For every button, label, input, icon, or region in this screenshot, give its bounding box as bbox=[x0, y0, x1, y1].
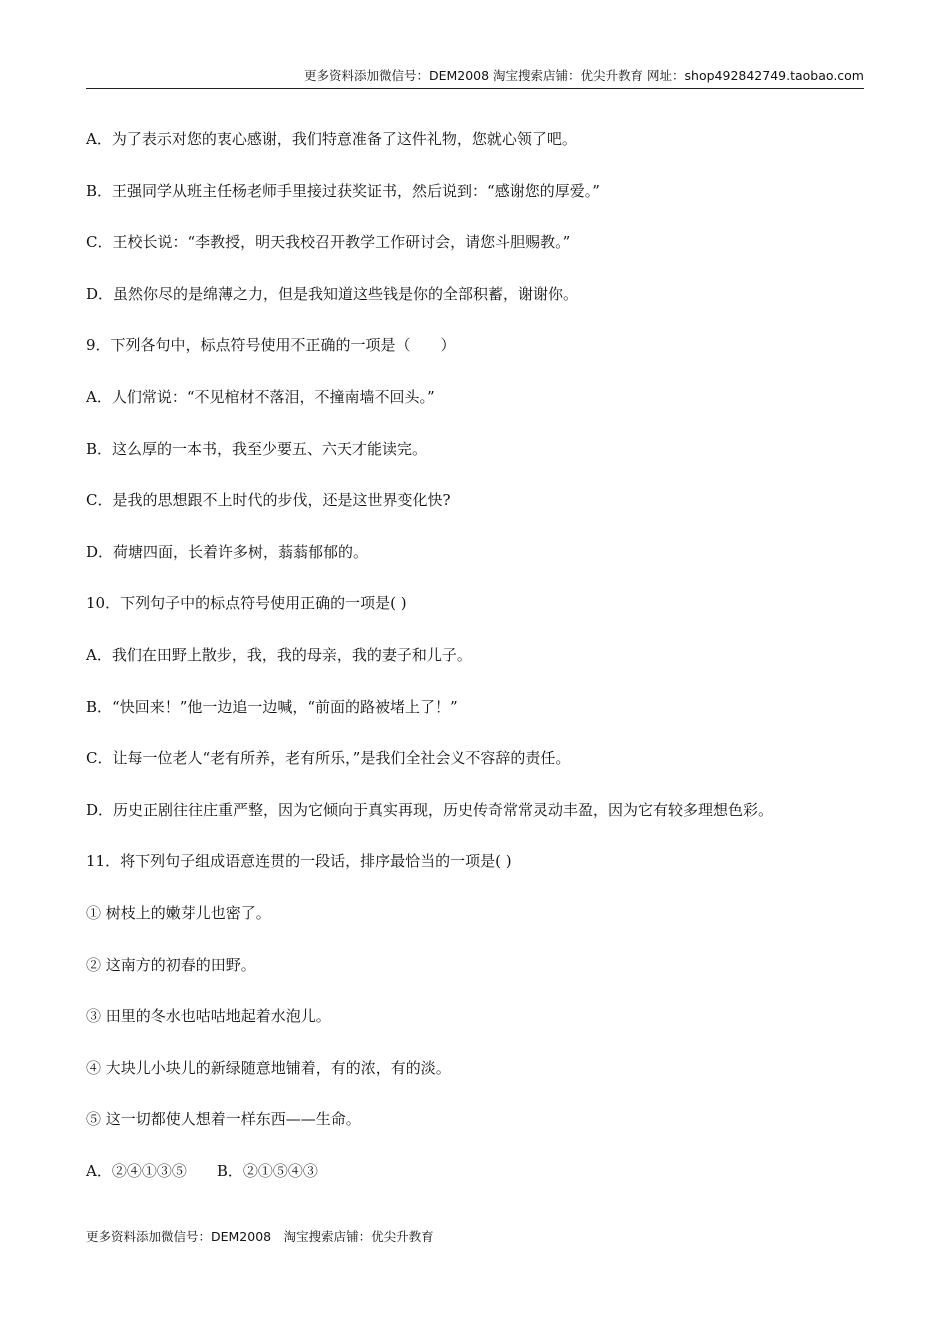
page-header: 更多资料添加微信号：DEM2008 淘宝搜索店铺：优尖升教育 网址：shop492842749.taobao.com bbox=[86, 66, 864, 89]
q10-option-c: C．让每一位老人“老有所养，老有所乐，”是我们全社会义不容辞的责任。 bbox=[86, 749, 571, 768]
q11-sentence-2: ② 这南方的初春的田野。 bbox=[86, 955, 256, 974]
q11-sentence-1: ① 树枝上的嫩芽儿也密了。 bbox=[86, 903, 271, 922]
q10-option-a: A．我们在田野上散步，我，我的母亲，我的妻子和儿子。 bbox=[86, 645, 472, 664]
q8-option-d: D．虽然你尽的是绵薄之力，但是我知道这些钱是你的全部积蓄，谢谢你。 bbox=[86, 284, 579, 303]
document-body bbox=[86, 127, 886, 1210]
q9-option-d: D．荷塘四面，长着许多树，蓊蓊郁郁的。 bbox=[86, 542, 369, 561]
q8-option-b: B．王强同学从班主任杨老师手里接过获奖证书，然后说到：“感谢您的厚爱。” bbox=[86, 181, 600, 200]
q11-options-ab: A．②④①③⑤ B．②①⑤④③ bbox=[86, 1161, 318, 1180]
q11-stem: 11．将下列句子组成语意连贯的一段话，排序最恰当的一项是( ) bbox=[86, 852, 512, 871]
q8-option-c: C．王校长说：“李教授，明天我校召开教学工作研讨会，请您斗胆赐教。” bbox=[86, 233, 571, 252]
q8-option-a: A．为了表示对您的衷心感谢，我们特意准备了这件礼物，您就心领了吧。 bbox=[86, 130, 577, 148]
q10-option-d: D．历史正剧往往庄重严整，因为它倾向于真实再现，历史传奇常常灵动丰盈，因为它有较多理想色彩。 bbox=[86, 800, 774, 819]
q9-option-b: B．这么厚的一本书，我至少要五、六天才能读完。 bbox=[86, 439, 428, 458]
page-footer: 更多资料添加微信号：DEM2008 淘宝搜索店铺：优尖升教育 bbox=[86, 1229, 434, 1244]
q9-option-a: A．人们常说：“不见棺材不落泪，不撞南墙不回头。” bbox=[86, 387, 435, 406]
q11-sentence-3: ③ 田里的冬水也咕咕地起着水泡儿。 bbox=[86, 1007, 331, 1026]
q11-sentence-4: ④ 大块儿小块儿的新绿随意地铺着，有的浓，有的淡。 bbox=[86, 1058, 451, 1077]
q9-option-c: C．是我的思想跟不上时代的步伐，还是这世界变化快? bbox=[86, 491, 451, 510]
q9-stem: 9．下列各句中，标点符号使用不正确的一项是（ ） bbox=[86, 336, 456, 355]
q10-stem: 10．下列句子中的标点符号使用正确的一项是( ) bbox=[86, 594, 407, 613]
q11-sentence-5: ⑤ 这一切都使人想着一样东西——生命。 bbox=[86, 1110, 361, 1129]
q10-option-b: B．“快回来！”他一边追一边喊，“前面的路被堵上了！” bbox=[86, 697, 458, 716]
